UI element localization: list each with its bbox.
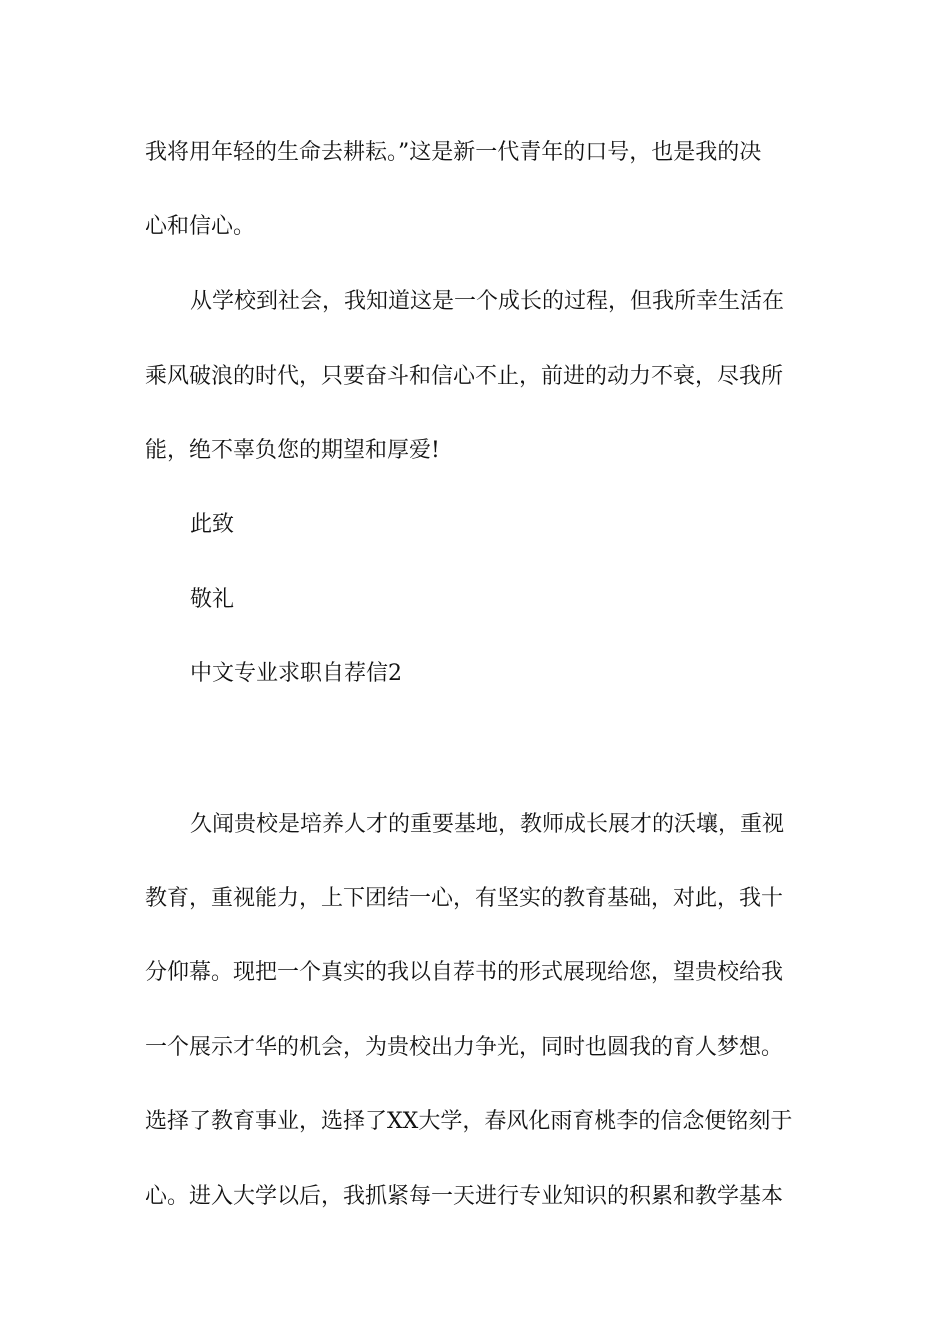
- text-line: 教育，重视能力，上下团结一心，有坚实的教育基础，对此，我十: [145, 886, 784, 911]
- text-line: 能，绝不辜负您的期望和厚爱!: [145, 438, 440, 463]
- text-line: 一个展示才华的机会，为贵校出力争光，同时也圆我的育人梦想。: [145, 1035, 784, 1060]
- section-title: 中文专业求职自荐信2: [190, 661, 402, 686]
- closing-line: 此致: [190, 512, 235, 537]
- text-line: 选择了教育事业，选择了XX大学，春风化雨育桃李的信念便铭刻于: [145, 1109, 793, 1134]
- text-line: 心。进入大学以后，我抓紧每一天进行专业知识的积累和教学基本: [145, 1184, 784, 1209]
- paragraph-start: 从学校到社会，我知道这是一个成长的过程，但我所幸生活在: [190, 289, 785, 314]
- paragraph-start: 久闻贵校是培养人才的重要基地，教师成长展才的沃壤，重视: [190, 812, 785, 837]
- text-line: 我将用年轻的生命去耕耘。”这是新一代青年的口号，也是我的决: [145, 140, 762, 165]
- text-line: 分仰幕。现把一个真实的我以自荐书的形式展现给您，望贵校给我: [145, 960, 784, 985]
- text-line: 乘风破浪的时代，只要奋斗和信心不止，前进的动力不衰，尽我所: [145, 364, 784, 389]
- salutation-line: 敬礼: [190, 587, 235, 612]
- text-line: 心和信心。: [145, 214, 256, 239]
